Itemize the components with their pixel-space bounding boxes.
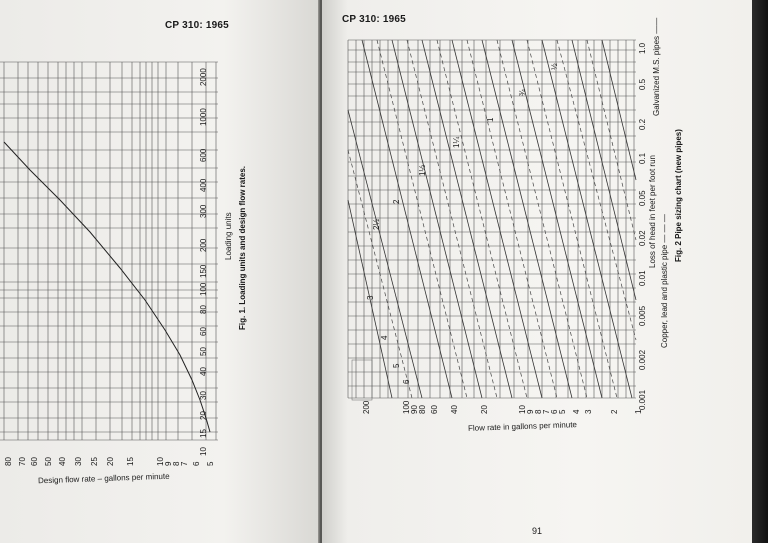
design-flow-axis-label: Design flow rate – gallons per minute [37,471,170,486]
loading-tick: 30 [199,391,208,400]
pipe-size-label: 5 [392,363,401,368]
design-flow-tick: 5 [206,461,215,466]
flow-rate-tick: 20 [480,405,489,414]
loading-tick: 10 [199,447,208,456]
pipe-size-label: 6 [402,379,411,384]
loading-tick: 400 [199,178,208,192]
flow-rate-tick: 1 [634,409,643,414]
design-flow-tick: 15 [126,457,135,466]
design-flow-tick: 40 [58,457,67,466]
flow-rate-tick: 6 [550,409,559,414]
pipe-sizing-chart [322,0,752,543]
pipe-size-label: ½ [550,63,559,70]
flow-rate-tick: 10 [518,405,527,414]
pipe-size-label: 1¼ [452,136,461,148]
pipe-size-label: 3 [366,295,375,300]
right-page-header: CP 310: 1965 [342,14,406,25]
fig1-caption: Fig. 1. Loading units and design flow rates. [238,165,247,330]
loading-tick: 100 [199,282,208,296]
flow-rate-tick: 3 [584,409,593,414]
head-loss-tick: 0.5 [638,78,647,90]
design-flow-tick: 80 [4,457,13,466]
copper-legend: Copper, lead and plastic pipe — — — [660,214,669,348]
loading-tick: 300 [199,204,208,218]
design-flow-tick: 20 [106,457,115,466]
design-flow-tick: 30 [74,457,83,466]
loading-tick: 150 [199,264,208,278]
page-number: 91 [532,526,543,536]
loading-tick: 50 [199,347,208,356]
loading-tick: 2000 [199,68,208,86]
design-flow-tick: 25 [90,457,99,466]
pipe-size-label: 2 [392,199,401,204]
loading-tick: 20 [199,411,208,420]
flow-rate-tick: 80 [418,405,427,414]
flow-rate-tick: 8 [534,409,543,414]
pipe-size-label: 1 [486,117,495,122]
flow-rate-tick: 4 [572,409,581,414]
flow-rate-tick: 2 [610,409,619,414]
head-loss-tick: 0.05 [638,190,647,206]
design-flow-tick: 9 [164,461,173,466]
right-page [322,0,752,543]
loading-tick: 200 [199,238,208,252]
flow-rate-tick: 7 [542,409,551,414]
flow-rate-tick: 40 [450,405,459,414]
pipe-size-label: 1½ [418,164,427,176]
loading-tick: 15 [199,429,208,438]
flow-curve [4,142,210,432]
loading-tick: 40 [199,367,208,376]
flow-rate-tick: 9 [526,409,535,414]
loading-tick: 80 [199,305,208,314]
design-flow-tick: 6 [192,461,201,466]
flow-rate-tick: 60 [430,405,439,414]
flow-rate-tick: 90 [410,405,419,414]
flow-rate-tick: 100 [402,400,411,414]
left-page [0,0,320,543]
loading-tick: 1000 [199,108,208,126]
head-loss-tick: 1.0 [638,42,647,54]
pipe-size-label: ¾ [518,89,527,96]
loading-tick: 600 [199,148,208,162]
design-flow-tick: 70 [18,457,27,466]
design-flow-tick: 10 [156,457,165,466]
design-flow-tick: 7 [180,461,189,466]
head-loss-tick: 0.005 [638,305,647,326]
head-loss-tick: 0.002 [638,349,647,370]
galvanized-legend: Galvanized M.S. pipes —— [652,17,661,116]
flow-rate-tick: 200 [362,400,371,414]
pipe-size-label: 4 [380,335,389,340]
head-loss-tick: 0.2 [638,118,647,130]
head-loss-tick: 0.001 [638,389,647,410]
head-loss-tick: 0.01 [638,270,647,286]
book-edge [752,0,768,543]
design-flow-tick: 50 [44,457,53,466]
head-loss-tick: 0.02 [638,230,647,246]
flow-rate-tick: 5 [558,409,567,414]
loading-tick: 60 [199,327,208,336]
design-flow-tick: 60 [30,457,39,466]
fig2-caption: Fig. 2 Pipe sizing chart (new pipes) [674,129,683,262]
pipe-size-label: 2½ [372,218,381,230]
head-loss-tick: 0.1 [638,152,647,164]
head-loss-label: Loss of head in feet per foot run [648,155,657,268]
loading-units-label: Loading units [224,212,233,260]
left-page-header: CP 310: 1965 [165,20,229,31]
design-flow-tick: 8 [172,461,181,466]
flow-rate-axis-label: Flow rate in gallons per minute [467,420,578,433]
